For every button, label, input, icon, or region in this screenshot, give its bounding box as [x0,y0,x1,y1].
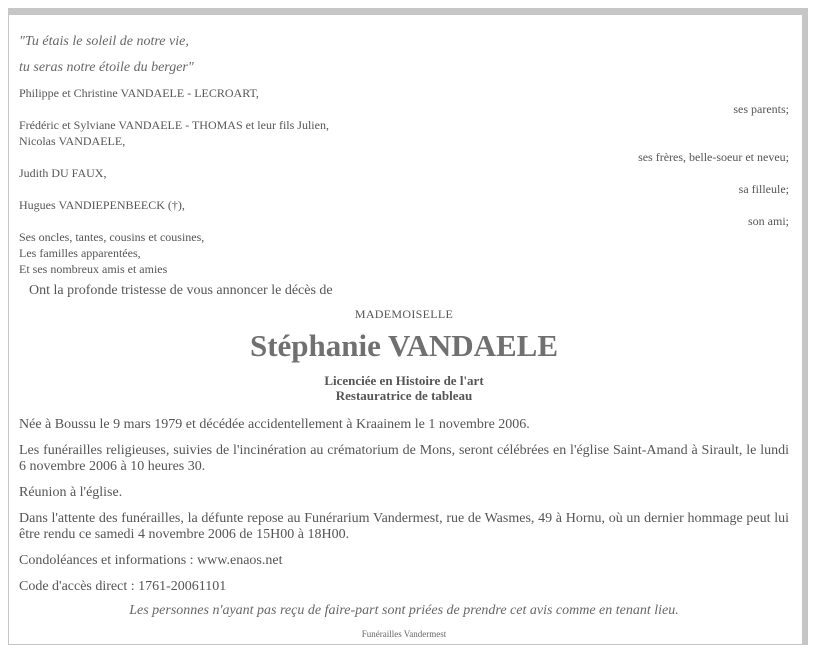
notice-frame [8,8,808,645]
birth-death-paragraph: Née à Boussu le 9 mars 1979 et décédée accidentellement à Kraainem le 1 novembre 2006. [19,417,530,432]
quote-line-1: "Tu étais le soleil de notre vie, [19,34,189,49]
relatives-line-2: Les familles apparentées, [19,246,141,260]
relatives-line-3: Et ses nombreux amis et amies [19,262,168,276]
deceased-degree: Licenciée en Histoire de l'art [324,373,484,388]
siblings-line-1: Frédéric et Sylviane VANDAELE - THOMAS et leur fils Julien, [19,118,329,132]
condolences-paragraph: Condoléances et informations : www.enaos.net [19,553,283,568]
reunion-paragraph: Réunion à l'église. [19,485,123,500]
siblings-line-2: Nicolas VANDAELE, [19,134,126,148]
announcement: Ont la profonde tristesse de vous annoncer le décès de [29,283,333,298]
parents-names: Philippe et Christine VANDAELE - LECROART, [19,86,259,100]
access-code-paragraph: Code d'accès direct : 1761-20061101 [19,579,227,594]
viewing-paragraph: Dans l'attente des funérailles, la défunte repose au Funérarium Vandermest, rue de Wasmes, 49 à Hornu, où un dernier hommage peut lui être rendu ce samedi 4 novembre 2006 de 15H00 à 18H00. [19,511,789,542]
friend-role: son ami; [748,214,789,228]
funeral-paragraph: Les funérailles religieuses, suivies de l'incinération au crématorium de Mons, seront célébrées en l'église Saint-Amand à Sirault, le lundi 6 novembre 2006 à 10 heures 30. [19,443,789,474]
quote-line-2: tu seras notre étoile du berger" [19,60,194,75]
friend-name: Hugues VANDIEPENBEECK (†), [19,198,185,212]
goddaughter-name: Judith DU FAUX, [19,166,107,180]
notice-text: Les personnes n'ayant pas reçu de faire-part sont priées de prendre cet avis comme en tenant lieu. [129,603,679,618]
deceased-title: MADEMOISELLE [354,307,454,321]
deceased-profession: Restauratrice de tableau [335,388,473,403]
deceased-name: Stéphanie VANDAELE [249,328,559,363]
relatives-line-1: Ses oncles, tantes, cousins et cousines, [19,230,205,244]
obituary-content [19,29,789,639]
siblings-role: ses frères, belle-soeur et neveu; [638,150,789,164]
parents-role: ses parents; [733,102,789,116]
goddaughter-role: sa filleule; [738,182,789,196]
footer-credit: Funérailles Vandermest [361,629,447,639]
